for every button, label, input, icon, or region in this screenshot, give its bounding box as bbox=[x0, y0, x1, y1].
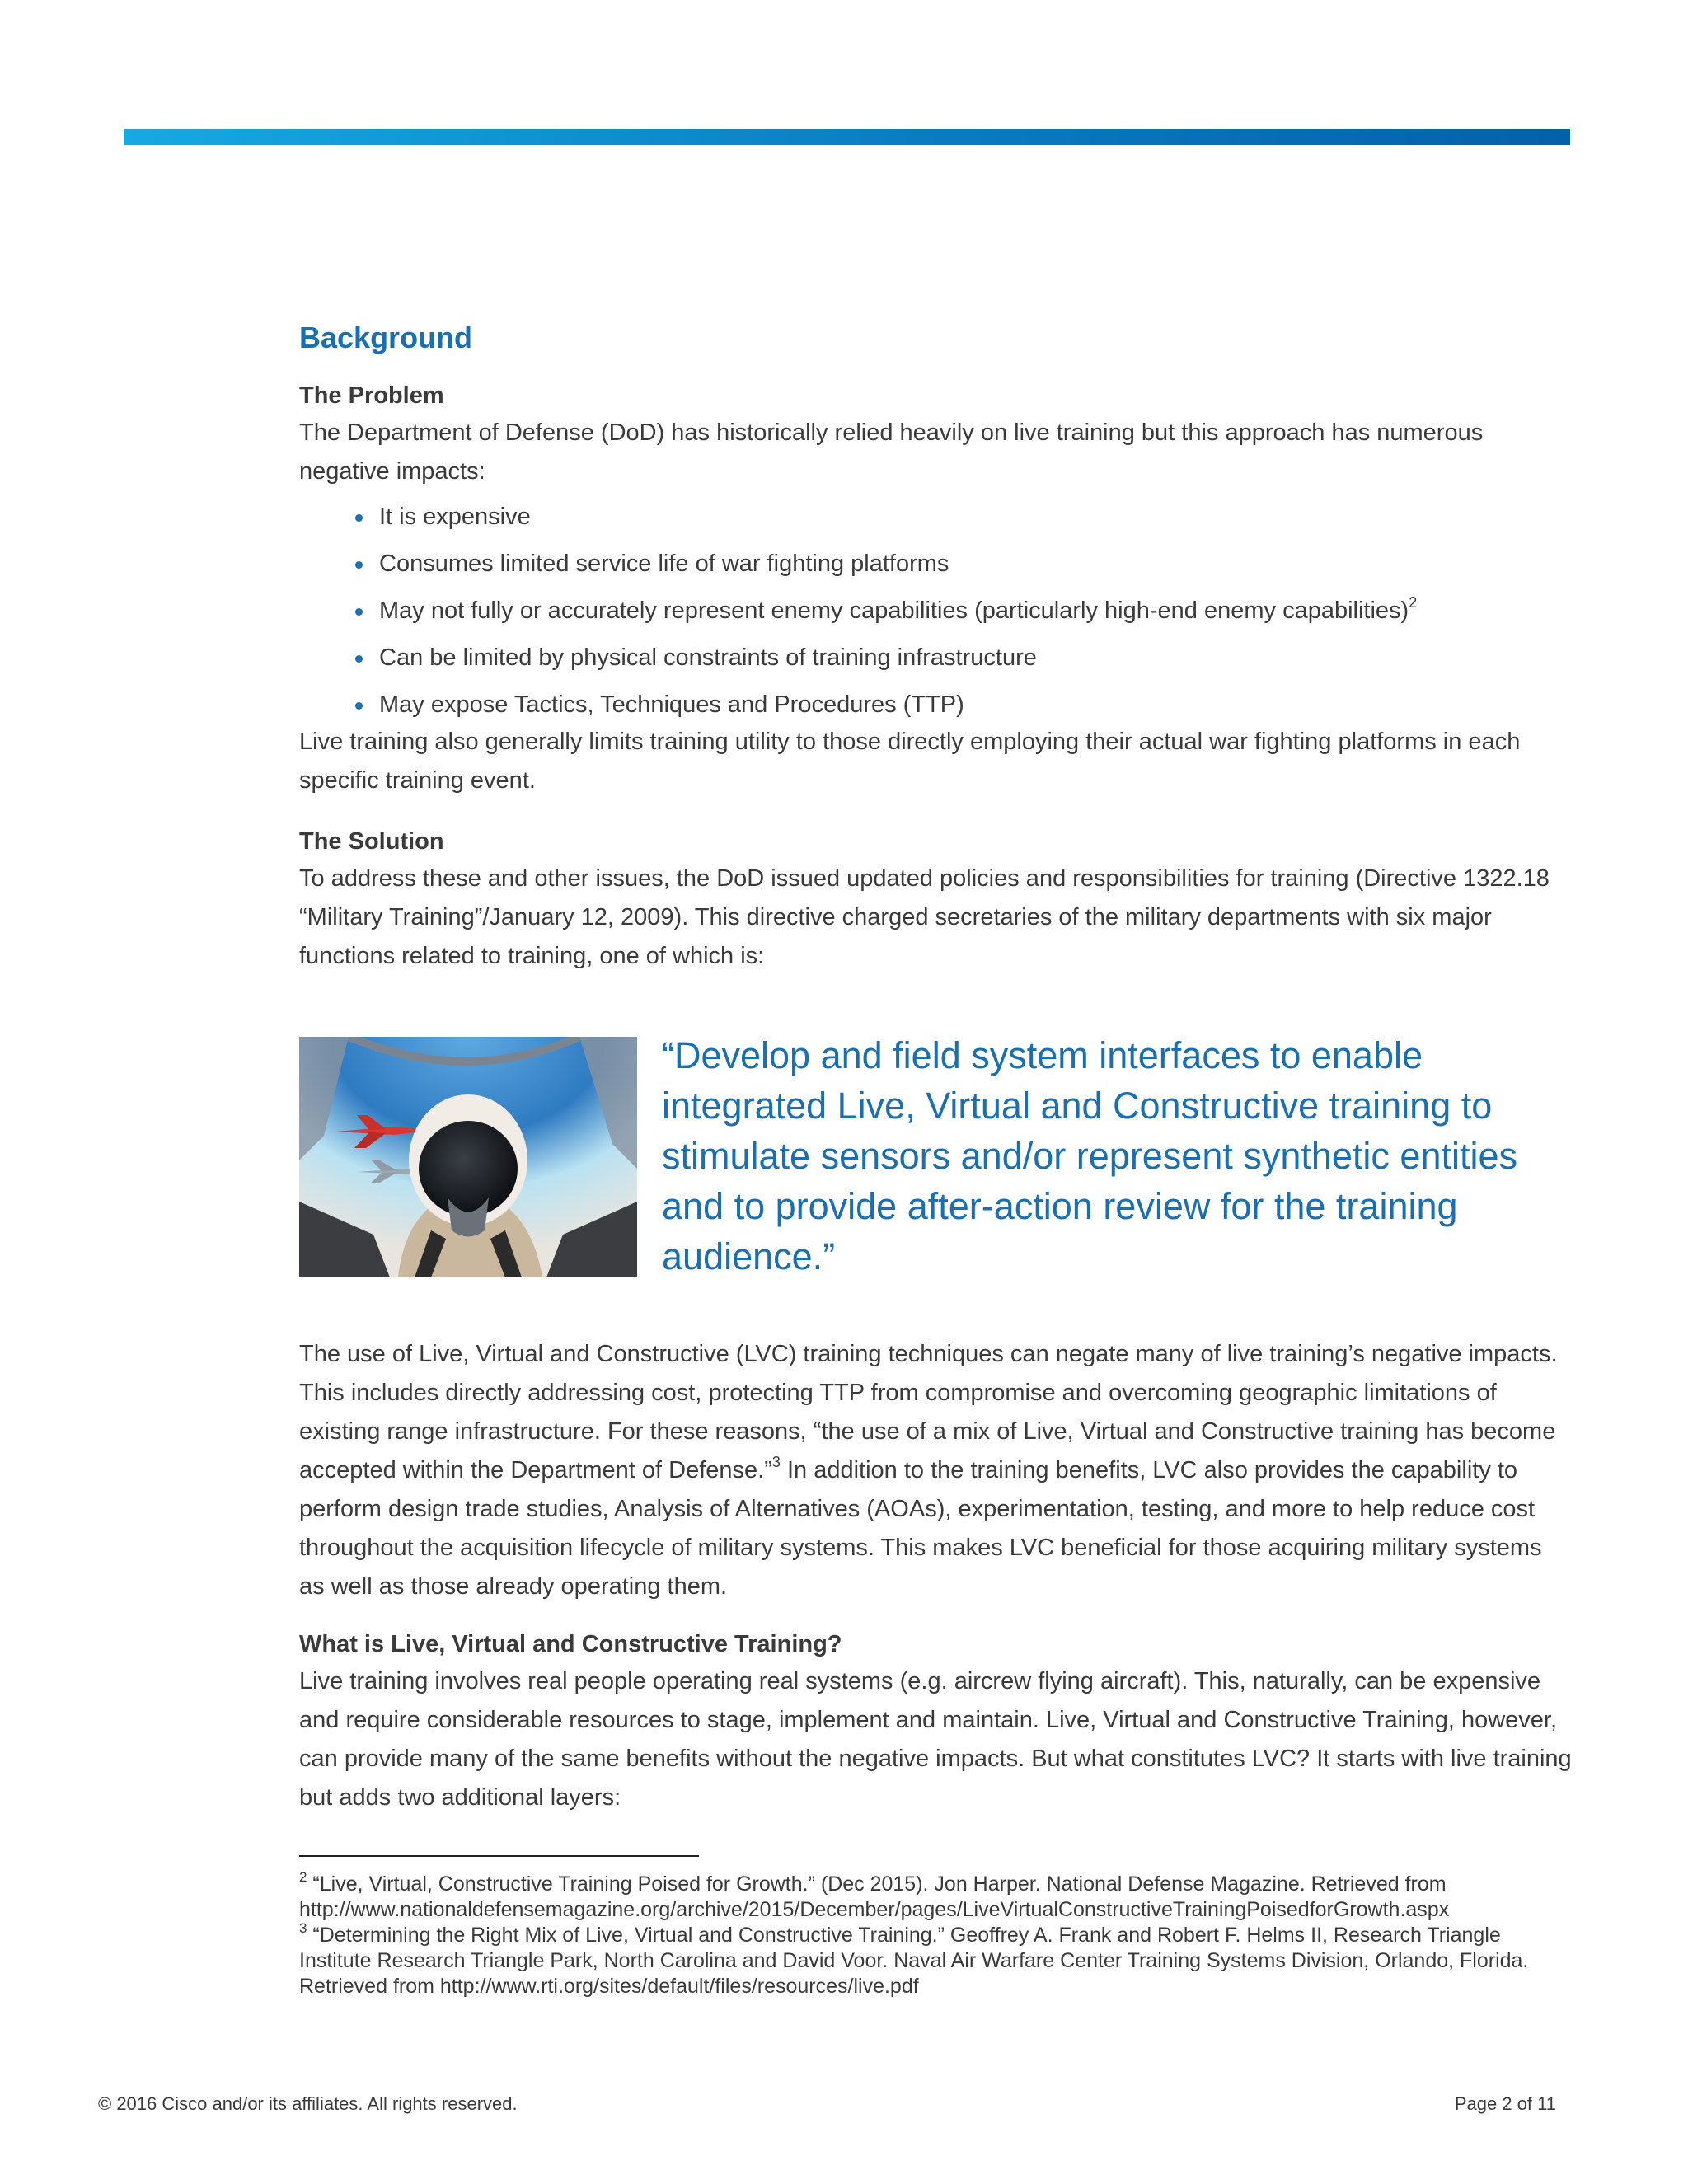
footnote-divider bbox=[299, 1855, 699, 1857]
footnote-2: $^2$ “Live, Virtual, Constructive Training Poised for Growth.” (Dec 2015). Jon Harper. National Defense Magazine. Retrieved from http://www.nationaldefensemagazine.org/archive/2015/December/pages/LiveVirtualConstructiveTrainingPoisedforGrowth.aspx bbox=[299, 1868, 1450, 1921]
what-is-lvc-paragraph: Live training involves real people operating real systems (e.g. aircrew flying aircraft). This, naturally, can be expensive and require considerable resources to stage, implement and maintain. Live, Virtual and Constructive Training, however, can provide many of the same benefits without the negative impacts. But what constitutes LVC? It starts with live training but adds two additional layers: bbox=[299, 1668, 1572, 1811]
solution-section bbox=[299, 825, 1573, 976]
list-item: It is expensive bbox=[379, 503, 1573, 532]
copyright-footer: © 2016 Cisco and/or its affiliates. All rights reserved. bbox=[98, 2093, 518, 2114]
list-item: Can be limited by physical constraints of training infrastructure bbox=[379, 644, 1573, 673]
solution-heading: The Solution bbox=[299, 828, 444, 855]
footnotes bbox=[299, 1868, 1573, 1999]
problem-bullet-list bbox=[299, 503, 1573, 719]
page-number: Page 2 of 11 bbox=[1454, 2093, 1556, 2114]
problem-intro: The Department of Defense (DoD) has historically relied heavily on live training but this approach has numerous negative impacts: bbox=[299, 419, 1484, 485]
footnote-3: $^3$ “Determining the Right Mix of Live, Virtual and Constructive Training.” Geoffrey A. Frank and Robert F. Helms II, Research Triangle Institute Research Triangle Park, North Carolina and David Voor. Naval Air Warfare Center Training Systems Division, Orlando, Florida. Retrieved from http://www.rti.org/sites/default/files/resources/live.pdf bbox=[299, 1919, 1529, 1998]
footnote-ref[interactable]: 2 bbox=[1409, 594, 1418, 612]
list-item: May expose Tactics, Techniques and Procedures (TTP) bbox=[379, 691, 1573, 719]
pilot-cockpit-image bbox=[299, 1037, 637, 1277]
list-item: May not fully or accurately represent enemy capabilities (particularly high-end enemy capabilities)$^2$ bbox=[379, 597, 1573, 626]
what-is-lvc-section bbox=[299, 1628, 1573, 1817]
lvc-paragraph: The use of Live, Virtual and Constructive (LVC) training techniques can negate many of live training’s negative impacts. This includes directly addressing cost, protecting TTP from compromise and overcoming geographic limitations of existing range infrastructure. For these reasons, “the use of a mix of Live, Virtual and Constructive training has become accepted within the Department of Defense.”$^3$ In addition to the training benefits, LVC also provides the capability to perform design trade studies, Analysis of Alternatives (AOAs), experimentation, testing, and more to help reduce cost throughout the acquisition lifecycle of military systems. This makes LVC beneficial for those acquiring military systems as well as those already operating them. bbox=[299, 1341, 1558, 1600]
list-item: Consumes limited service life of war fighting platforms bbox=[379, 550, 1573, 579]
footnote-ref[interactable]: 3 bbox=[771, 1454, 781, 1471]
footnote-text[interactable]: “Determining the Right Mix of Live, Virtual and Constructive Training.” Geoffrey A. Frank and Robert F. Helms II, Research Triangle Institute Research Triangle Park, North Carolina and David Voor. Naval Air Warfare Center Training Systems Division, Orlando, Florida. Retrieved from http://www.rti.org/sites/default/files/resources/live.pdf bbox=[299, 1924, 1529, 1998]
what-is-lvc-heading: What is Live, Virtual and Constructive Training? bbox=[299, 1631, 842, 1657]
section-title: Background bbox=[299, 321, 473, 354]
problem-closing: Live training also generally limits training utility to those directly employing their actual war fighting platforms in each specific training event. bbox=[299, 729, 1521, 794]
pull-quote: “Develop and field system interfaces to enable integrated Live, Virtual and Constructive training to stimulate sensors and/or represent synthetic entities and to provide after-action review for the training audience.” bbox=[662, 1034, 1518, 1277]
pull-quote-block bbox=[299, 1034, 1573, 1277]
footnote-text[interactable]: “Live, Virtual, Constructive Training Poised for Growth.” (Dec 2015). Jon Harper. National Defense Magazine. Retrieved from http://www.nationaldefensemagazine.org/archive/2015/December/pages/LiveVirtualConstructiveTrainingPoisedforGrowth.aspx bbox=[299, 1872, 1450, 1921]
problem-section bbox=[299, 379, 1573, 800]
problem-heading: The Problem bbox=[299, 382, 444, 409]
solution-paragraph: To address these and other issues, the DoD issued updated policies and responsibilities for training (Directive 1322.18 “Military Training”/January 12, 2009). This directive charged secretaries of the military departments with six major functions related to training, one of which is: bbox=[299, 865, 1550, 969]
document-body bbox=[299, 320, 1573, 1999]
header-accent-bar bbox=[124, 129, 1570, 145]
